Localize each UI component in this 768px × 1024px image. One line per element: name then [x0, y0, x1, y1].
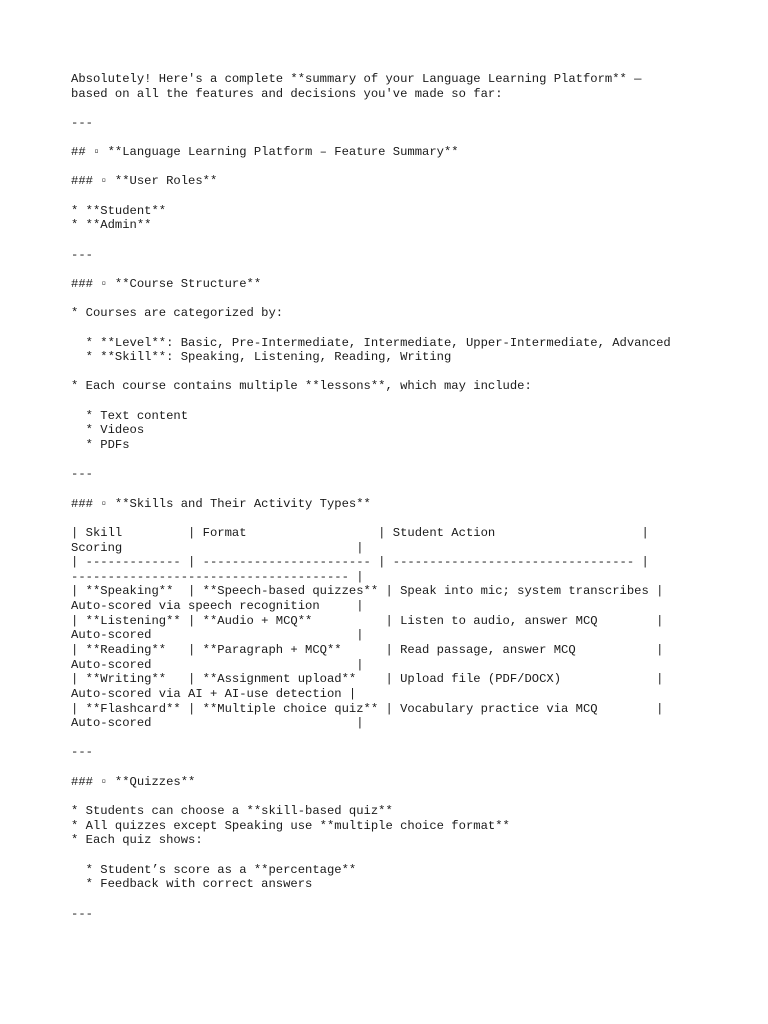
document-line: | **Listening** | **Audio + MCQ** | Listen to audio, answer MCQ |: [71, 613, 664, 628]
document-line: | **Writing** | **Assignment upload** | Upload file (PDF/DOCX) |: [71, 672, 664, 687]
document-line: | **Reading** | **Paragraph + MCQ** | Read passage, answer MCQ |: [71, 642, 664, 657]
document-line: Auto-scored via speech recognition |: [71, 599, 364, 614]
document-line: Scoring |: [71, 540, 364, 555]
document-line: * Feedback with correct answers: [71, 877, 313, 892]
document-line: ---: [71, 906, 93, 921]
document-line: based on all the features and decisions you've made so far:: [71, 86, 503, 101]
document-line: * Videos: [71, 423, 145, 438]
document-line: ### ▫ **Skills and Their Activity Types**: [71, 496, 371, 511]
document-line: [71, 731, 761, 746]
document-line: [71, 394, 761, 409]
document-line: [71, 160, 761, 175]
document-line: * **Admin**: [71, 218, 152, 233]
document-line: * Student’s score as a **percentage**: [71, 862, 357, 877]
document-line: | ------------- | ----------------------- | --------------------------------- |: [71, 555, 649, 570]
document-line: Absolutely! Here's a complete **summary of your Language Learning Platform** —: [71, 72, 642, 86]
document-line: [71, 189, 761, 204]
document-line: [71, 131, 761, 146]
document-line: [71, 892, 761, 907]
document-line: | **Speaking** | **Speech-based quizzes** | Speak into mic; system transcribes |: [71, 584, 664, 599]
document-line: ---: [71, 467, 93, 482]
document-line: ### ▫ **Quizzes**: [71, 774, 196, 789]
document-line: [71, 760, 761, 775]
document-line: [71, 101, 761, 116]
document-line: [71, 482, 761, 497]
document-line: * Each quiz shows:: [71, 833, 203, 848]
document-line: [71, 292, 761, 307]
document-line: ### ▫ **User Roles**: [71, 174, 218, 189]
document-line: | **Flashcard** | **Multiple choice quiz** | Vocabulary practice via MCQ |: [71, 701, 664, 716]
document-line: [71, 848, 761, 863]
document-line: * PDFs: [71, 438, 130, 453]
document-line: ### ▫ **Course Structure**: [71, 276, 262, 291]
document-line: -------------------------------------- |: [71, 569, 364, 584]
document-line: Auto-scored |: [71, 628, 364, 643]
document-line: * Students can choose a **skill-based quiz**: [71, 804, 393, 819]
document-line: ---: [71, 247, 93, 262]
document-line: [71, 321, 761, 336]
document-line: [71, 789, 761, 804]
document-line: * Courses are categorized by:: [71, 306, 284, 321]
document-line: [71, 233, 761, 248]
document-line: Auto-scored via AI + AI-use detection |: [71, 686, 357, 701]
document-line: * **Level**: Basic, Pre-Intermediate, Intermediate, Upper-Intermediate, Advanced: [71, 335, 671, 350]
document-line: * **Skill**: Speaking, Listening, Reading, Writing: [71, 350, 452, 365]
document-line: [71, 511, 761, 526]
document-line: * All quizzes except Speaking use **multiple choice format**: [71, 818, 510, 833]
document-line: * **Student**: [71, 203, 167, 218]
document-line: * Each course contains multiple **lessons**, which may include:: [71, 379, 532, 394]
document-line: [71, 365, 761, 380]
document-line: ---: [71, 115, 93, 130]
document-line: [71, 453, 761, 468]
document-line: | Skill | Format | Student Action |: [71, 525, 649, 540]
document-line: Auto-scored |: [71, 716, 364, 731]
document-line: ---: [71, 745, 93, 760]
document-line: Auto-scored |: [71, 657, 364, 672]
document-line: [71, 262, 761, 277]
document-line: ## ▫ **Language Learning Platform – Feature Summary**: [71, 145, 459, 160]
document-line: * Text content: [71, 408, 189, 423]
document-text: [71, 72, 761, 921]
